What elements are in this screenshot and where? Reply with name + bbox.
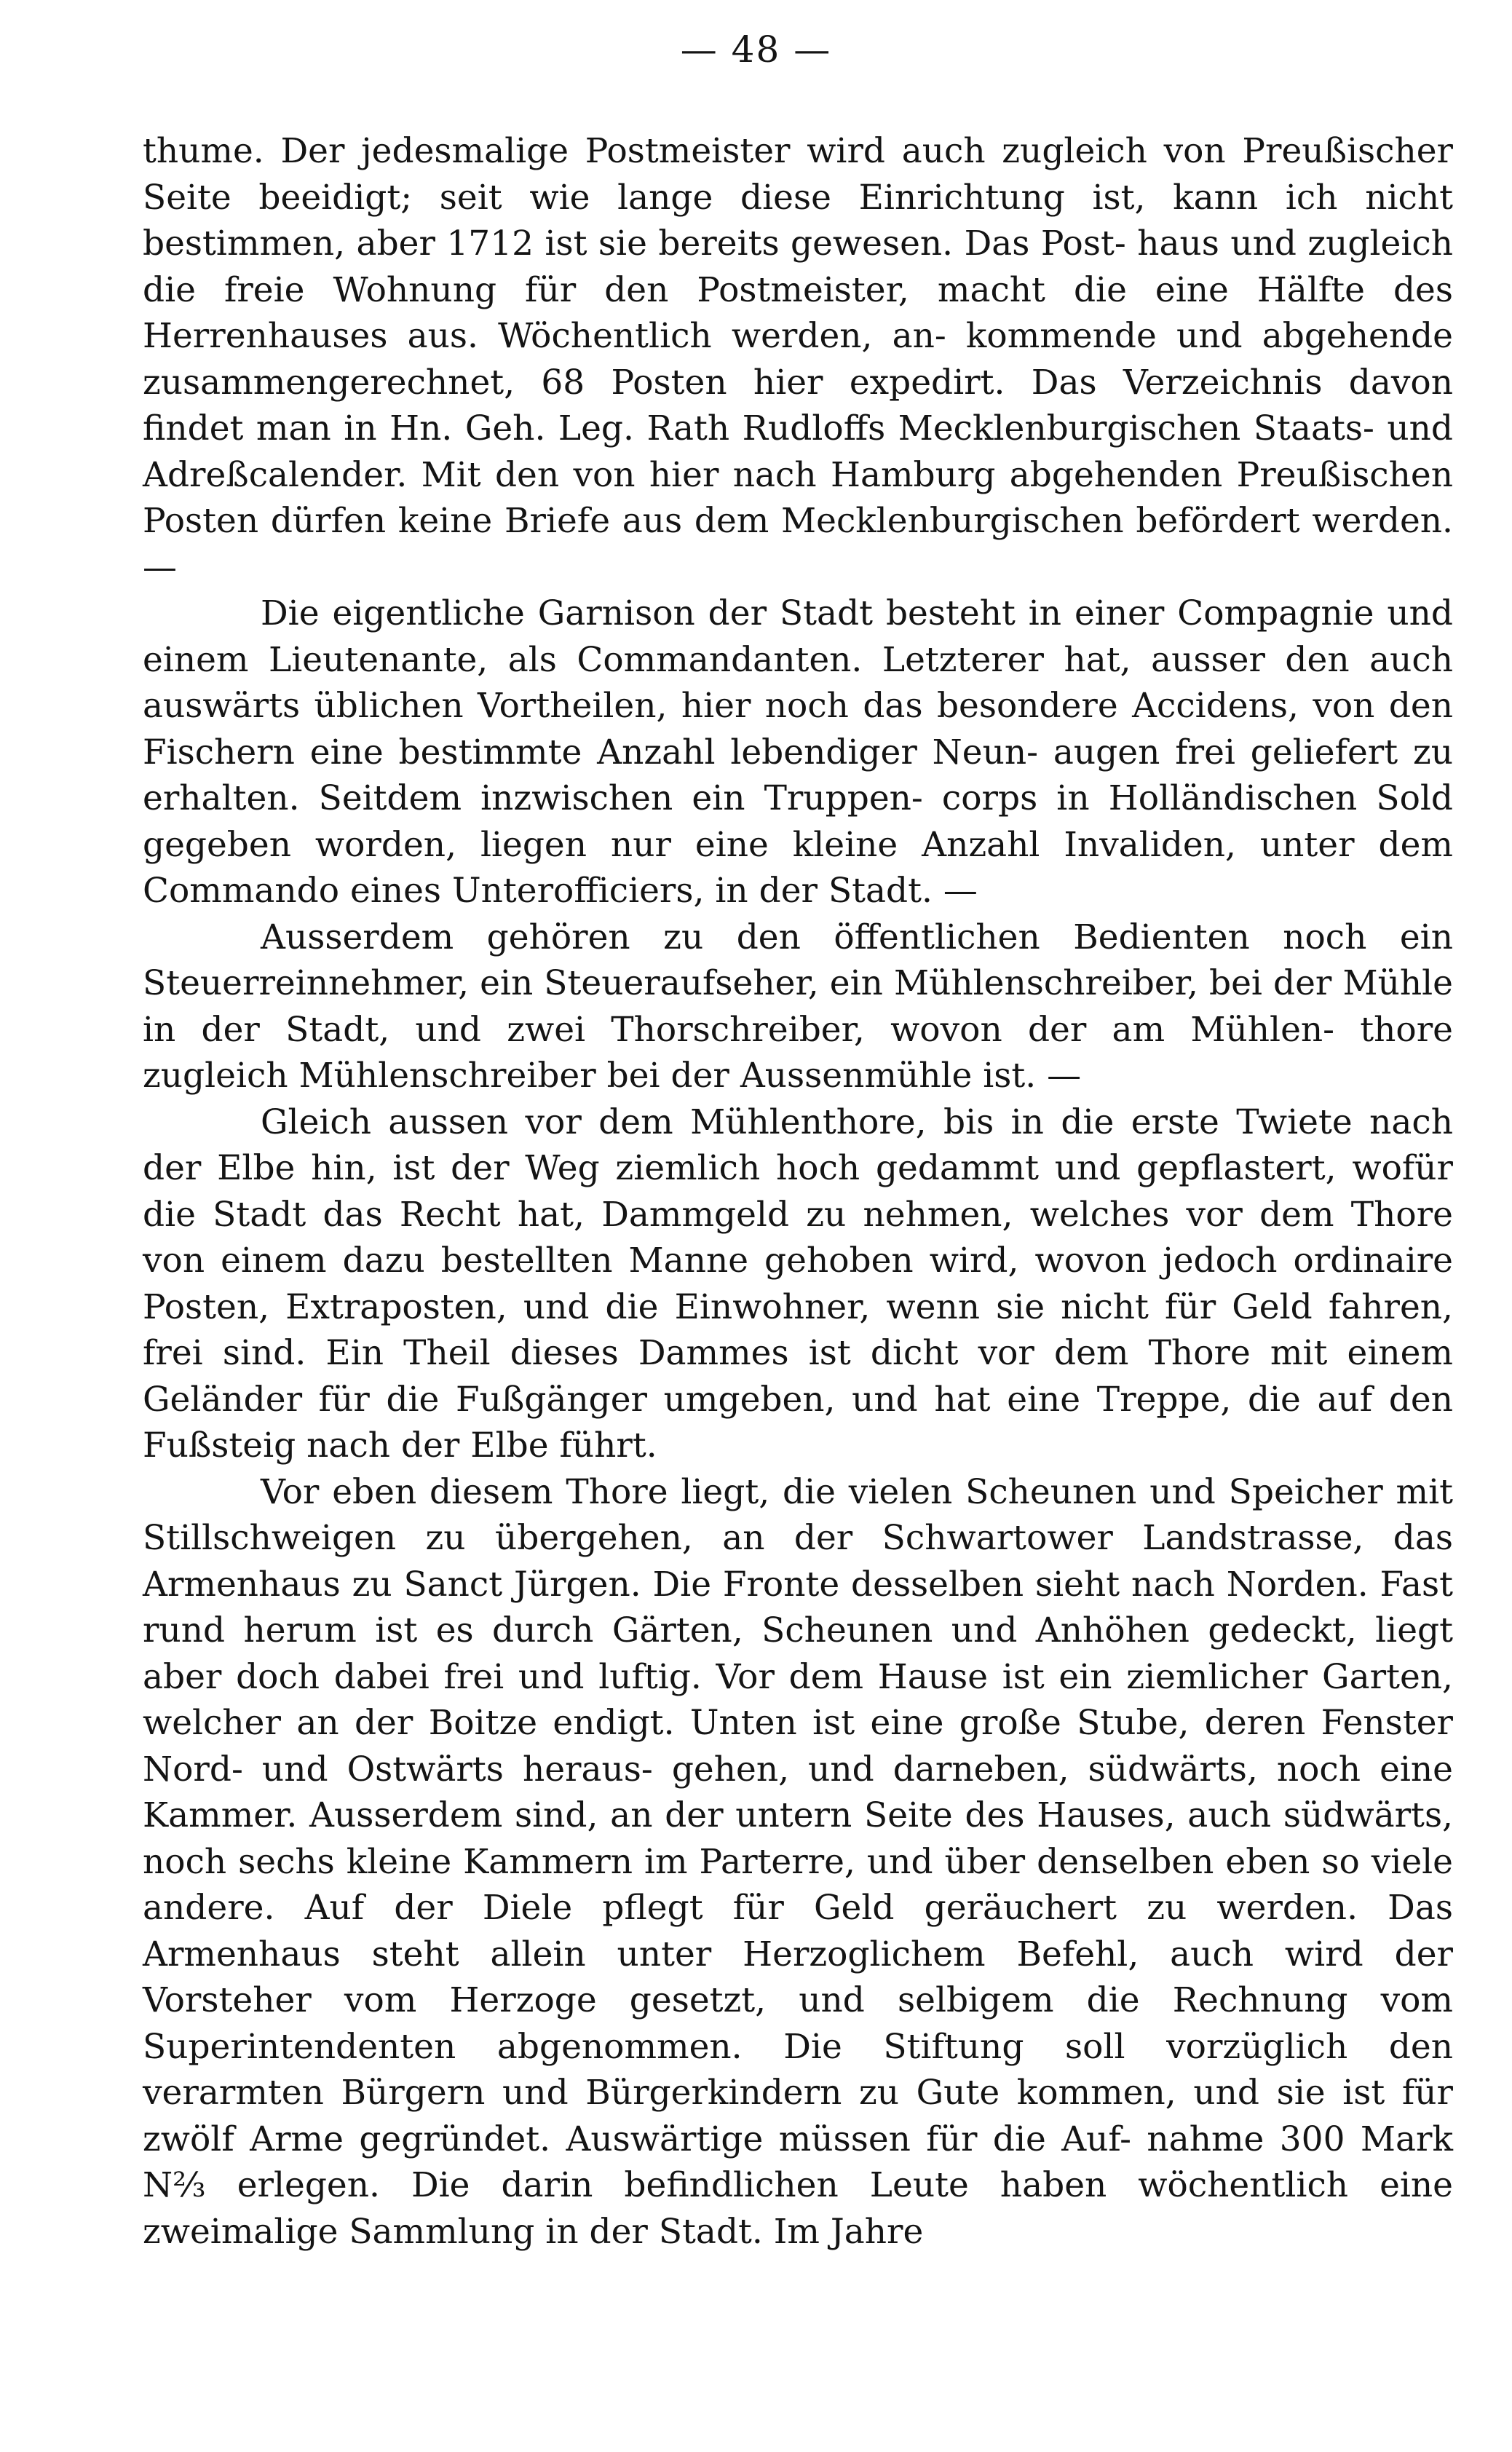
page-number: — 48 — [680,28,832,71]
paragraph-bediente: Ausserdem gehören zu den öffentlichen Bedienten noch ein Steuerreinnehmer, ein Steueraufseher, ein Mühlenschreiber, bei der Mühle in der Stadt, und zwei Thorschreiber, wovon der am Mühlen- thore zugleich Mühlenschreiber bei der Aussenmühle ist. — [143,917,1453,1096]
paragraph-dammgeld: Gleich aussen vor dem Mühlenthore, bis in die erste Twiete nach der Elbe hin, ist der Weg ziemlich hoch gedammt und gepflastert, wofür die Stadt das Recht hat, Dammgeld zu nehmen, welches vor dem Thore von einem dazu bestellten Manne gehoben wird, wovon jedoch ordinaire Posten, Extraposten, und die Einwohner, wenn sie nicht für Geld fahren, frei sind. Ein Theil dieses Dammes ist dicht vor dem Thore mit einem Geländer für die Fußgänger umgeben, und hat eine Treppe, die auf den Fußsteig nach der Elbe führt. [143,1102,1453,1466]
paragraph-armenhaus: Vor eben diesem Thore liegt, die vielen Scheunen und Speicher mit Stillschweigen zu übergehen, an der Schwartower Landstrasse, das Armenhaus zu Sanct Jürgen. Die Fronte desselben sieht nach Norden. Fast rund herum ist es durch Gärten, Scheunen und Anhöhen gedeckt, liegt aber doch dabei frei und luftig. Vor dem Hause ist ein ziemlicher Garten, welcher an der Boitze endigt. Unten ist eine große Stube, deren Fenster Nord- und Ostwärts heraus- gehen, und darneben, südwärts, noch eine Kammer. Ausserdem sind, an der untern Seite des Hauses, auch südwärts, noch sechs kleine Kammern im Parterre, und über denselben eben so viele andere. Auf der Diele pflegt für Geld geräuchert zu werden. Das Armenhaus steht allein unter Herzoglichem Befehl, auch wird der Vorsteher vom Herzoge gesetzt, und selbigem die Rechnung vom Superintendenten abgenommen. Die Stiftung soll vorzüglich den verarmten Bürgern und Bürgerkindern zu Gute kommen, und sie ist für zwölf Arme gegründet. Auswärtige müssen für die Auf- nahme 300 Mark N⅔ erlegen. Die darin befindlichen Leute haben wöchentlich eine zweimalige Sammlung in der Stadt. Im Jahre [143,1471,1453,2252]
paragraph-garnison: Die eigentliche Garnison der Stadt besteht in einer Compagnie und einem Lieutenante, als Commandanten. Letzterer hat, ausser den auch auswärts üblichen Vortheilen, hier noch das besondere Accidens, von den Fischern eine bestimmte Anzahl lebendiger Neun- augen frei geliefert zu erhalten. Seitdem inzwischen ein Truppen- corps in Holländischen Sold gegeben worden, liegen nur eine kleine Anzahl Invaliden, unter dem Commando eines Unterofficiers, in der Stadt. — [143,593,1453,911]
paragraph-postmeister: thume. Der jedesmalige Postmeister wird auch zugleich von Preußischer Seite beeidigt; seit wie lange diese Einrichtung ist, kann ich nicht bestimmen, aber 1712 ist sie bereits gewesen. Das Post- haus und zugleich die freie Wohnung für den Postmeister, macht die eine Hälfte des Herrenhauses aus. Wöchentlich werden, an- kommende und abgehende zusammengerechnet, 68 Posten hier expedirt. Das Verzeichnis davon findet man in Hn. Geh. Leg. Rath Rudloffs Mecklenburgischen Staats- und Adreßcalender. Mit den von hier nach Hamburg abgehenden Preußischen Posten dürfen keine Briefe aus dem Mecklenburgischen befördert werden. — [143,131,1453,588]
body-text [143,128,1453,2255]
